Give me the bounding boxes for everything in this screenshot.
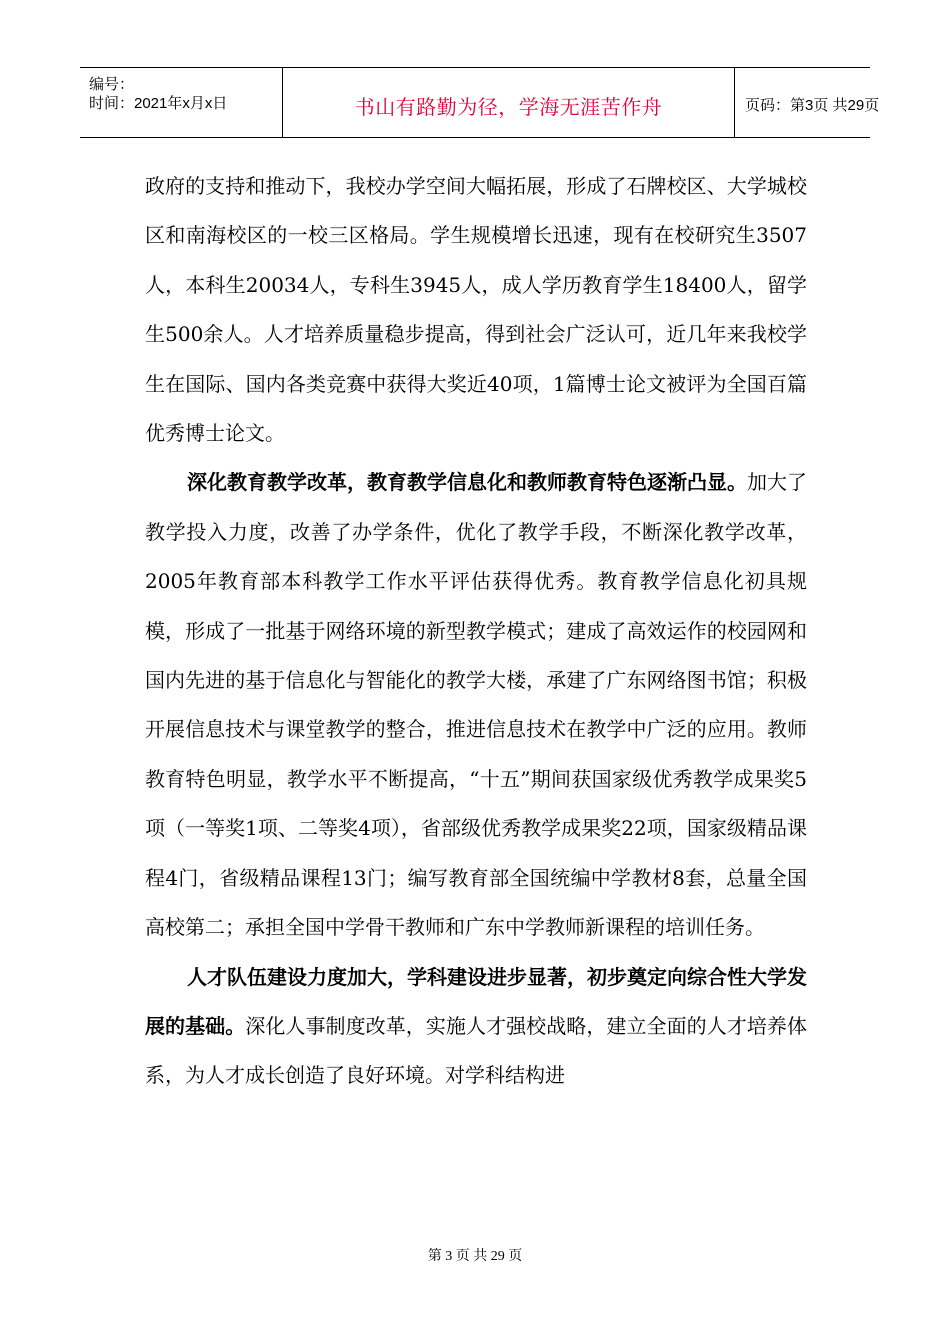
paragraph-2 — [145, 458, 807, 952]
document-date-label: 时间：2021年x月x日 — [89, 95, 228, 112]
document-body — [145, 162, 807, 1101]
paragraph-3-heading: 人才队伍建设力度加大，学科建设进步显著，初步奠定向综合性大学发展的基础。 — [145, 964, 807, 1038]
page-footer: 第 3 页 共 29 页 — [427, 1249, 523, 1264]
paragraph-2-text: 加大了教学投入力度，改善了办学条件，优化了教学手段，不断深化教学改革，2005年教育部本科教学工作水平评估获得优秀。教育教学信息化初具规模，形成了一批基于网络环境的新型教学模式；建成了高效运作的校园网和国内先进的基于信息化与智能化的教学大楼，承建了广东网络图书馆；积极开展信息技术与课堂教学的整合，推进信息技术在教学中广泛的应用。教师教育特色明显，教学水平不断提高，“十五”期间获国家级优秀教学成果奖5项（一等奖1项、二等奖4项），省部级优秀教学成果奖22项，国家级精品课程4门，省级精品课程13门；编写教育部全国统编中学教材8套，总量全国高校第二；承担全国中学骨干教师和广东中学教师新课程的培训任务。 — [145, 470, 807, 940]
header-page-cell — [735, 68, 880, 137]
paragraph-3-text: 深化人事制度改革，实施人才强校战略，建立全面的人才培养体系，为人才成长创造了良好环境。对学科结构进 — [145, 1013, 807, 1088]
page-header — [80, 67, 880, 138]
paragraph-2-heading: 深化教育教学改革，教育教学信息化和教师教育特色逐渐凸显。 — [187, 470, 747, 495]
header-meta-cell — [80, 68, 283, 137]
paragraph-1 — [145, 162, 807, 458]
header-motto-cell — [283, 68, 735, 137]
paragraph-1-text: 政府的支持和推动下，我校办学空间大幅拓展，形成了石牌校区、大学城校区和南海校区的一校三区格局。学生规模增长迅速，现有在校研究生3507人，本科生20034人，专科生3945人，成人学历教育学生18400人，留学生500余人。人才培养质量稳步提高，得到社会广泛认可，近几年来我校学生在国际、国内各类竞赛中获得大奖近40项，1篇博士论文被评为全国百篇优秀博士论文。 — [145, 174, 807, 446]
header-page-info: 页码：第3页 共29页 — [745, 97, 880, 114]
document-code-label: 编号： — [89, 76, 135, 93]
header-motto: 书山有路勤为径，学海无涯苦作舟 — [354, 97, 663, 119]
paragraph-3 — [145, 953, 807, 1101]
